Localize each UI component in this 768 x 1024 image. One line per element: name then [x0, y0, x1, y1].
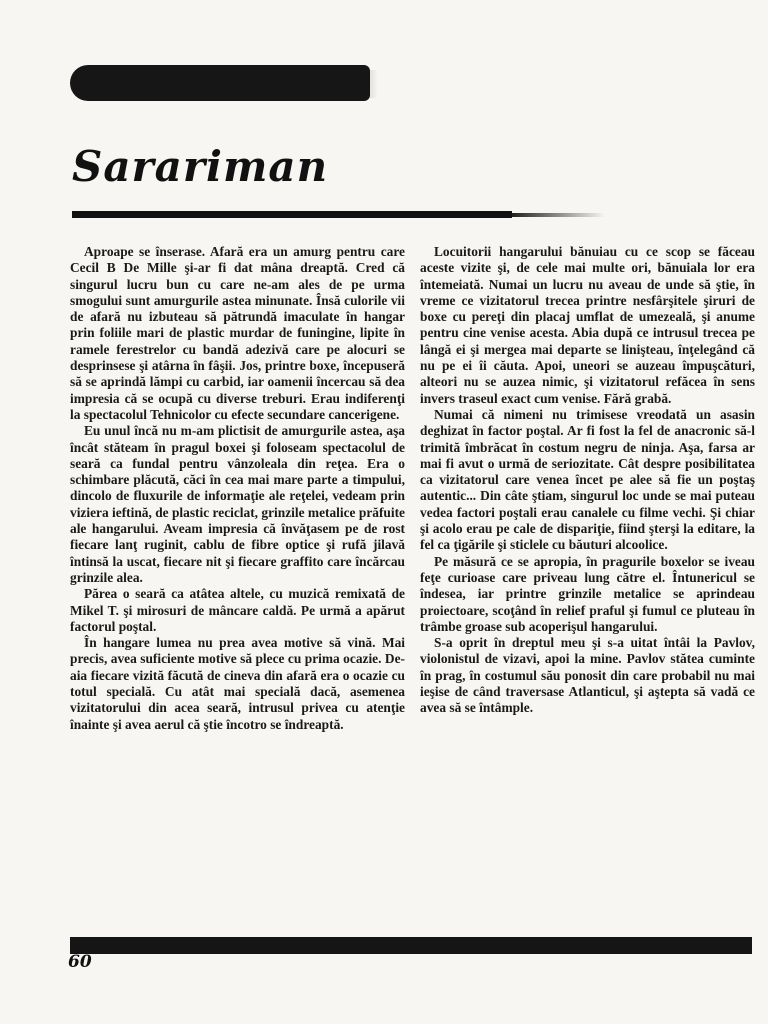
title-rule: [72, 211, 512, 218]
paragraph: În hangare lumea nu prea avea motive să vină. Mai precis, avea suficiente motive să plece cu prima ocazie. De-aia fiecare vizită făcută de cineva din afară era o ocazie cu totul specială. Cu atât mai specială dacă, asemenea vizitatorului din acea seară, intrusul privea cu atenţie înainte şi avea aerul că ştie încotro se îndreaptă.: [70, 635, 405, 732]
paragraph: Pe măsură ce se apropia, în pragurile boxelor se iveau feţe curioase care priveau lung către el. Întunericul se îndesea, iar printre grinzile metalice se aprindeau proiectoare, scoţând în relief praful şi fumul ce pluteau în trâmbe groase sub acoperişul hangarului.: [420, 553, 755, 634]
paragraph: Numai că nimeni nu trimisese vreodată un asasin deghizat în factor poştal. Ar fi fost la fel de anacronic să-l trimită îmbrăcat în costum negru de ninja. Aşa, farsa ar mai fi avut o urmă de seriozitate. Cât despre posibilitatea ca vizitatorul care venea încet pe alee să fie un poştaş autentic... Din câte ştiam, singurul loc unde se mai puteau vedea factori poştali erau canalele cu filme vechi. Şi chiar şi acolo erau pe cale de dispariţie, fiind şterşi la editare, la fel ca ţigările şi sticlele cu băuturi alcoolice.: [420, 406, 755, 553]
paragraph: Aproape se înserase. Afară era un amurg pentru care Cecil B De Mille şi-ar fi dat mâna dreaptă. Cred că singurul lucru bun cu care ne-am ales de pe urma smogului sunt amurgurile astea minunate. Însă culorile vii de afară nu izbuteau să pătrundă imaculate în hangar prin foliile mari de plastic murdar de funingine, lipite în ramele ferestrelor cu bandă adezivă care pe alocuri se desprinsese şi atârna în fâşii. Jos, printre boxe, începuseră să se aprindă lămpi cu carbid, iar oamenii încercau să dea impresia că se ocupă cu diverse treburi. Erau indiferenţi la spectacolul Tehnicolor cu efecte secundare cancerigene.: [70, 244, 405, 422]
paragraph: S-a oprit în dreptul meu şi s-a uitat întâi la Pavlov, violonistul de vizavi, apoi la mine. Pavlov stătea cuminte în prag, în costumul său ponosit din care probabil nu mai ieşise de când traversase Atlanticul, şi aştepta să vadă ce avea să se întâmple.: [420, 635, 755, 716]
page-number: 60: [68, 952, 92, 972]
title-rule-fade: [505, 213, 605, 217]
footer-bar: [70, 937, 752, 954]
paragraph: Părea o seară ca atâtea altele, cu muzică remixată de Mikel T. şi mirosuri de mâncare caldă. Pe urmă a apărut factorul poştal.: [70, 586, 405, 634]
section-banner-fade: [268, 70, 378, 98]
paragraph: Eu unul încă nu m-am plictisit de amurgurile astea, aşa încât stăteam în pragul boxei şi foloseam spectacolul de seară ca fundal pentru vânzoleala din reţea. Era o schimbare plăcută, căci în cea mai mare parte a timpului, dincolo de fluxurile de informaţie ale reţelei, vedeam prin viziera ieftină, de plastic reciclat, grinzile metalice prăfuite ale hangarului. Aveam impresia că învăţasem pe de rost fiecare lanţ ruginit, cablu de fibre optice şi rufă jilavă întinsă la uscat, fiecare nit şi fiecare graffito care încărcau grinzile alea.: [70, 423, 405, 585]
left-column: [70, 244, 405, 733]
article-title: Sarariman: [72, 142, 329, 191]
right-column: [420, 244, 755, 717]
paragraph: Locuitorii hangarului bănuiau cu ce scop se făceau aceste vizite şi, de cele mai multe ori, bănuiala lor era întemeiată. Numai un lucru nu aveau de unde să ştie, în vreme ce vizitatorul trecea printre nesfârşitele şiruri de boxe cu pereţi din placaj umflat de umezeală, şi anume pentru cine venise acesta. Abia după ce intrusul trecea pe lângă ei şi mergea mai departe se liniştеau, înţelegând că nu pe ei îi căuta. Apoi, uneori se auzeau împuşcături, alteori nu se auzea nimic, şi vizitatorul refăcea în sens invers traseul exact cum venise. Fără grabă.: [420, 244, 755, 406]
